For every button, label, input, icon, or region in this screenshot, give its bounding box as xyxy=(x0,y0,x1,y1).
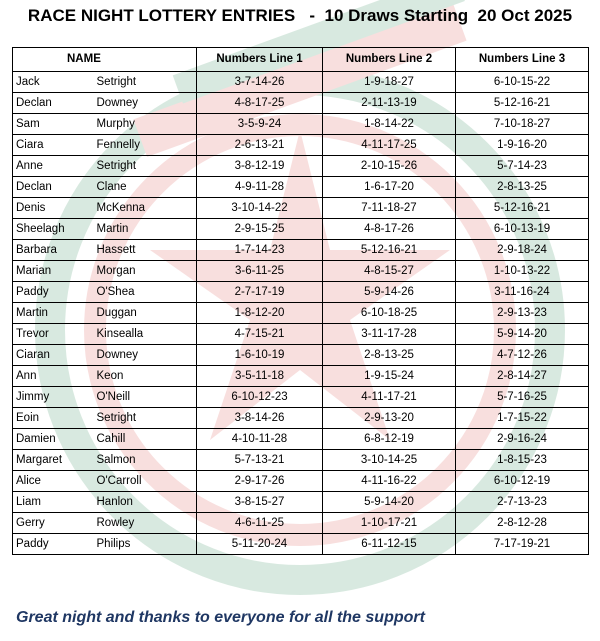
numbers-line-2-cell: 2-10-15-26 xyxy=(323,156,456,177)
table-row xyxy=(13,93,589,114)
table-row xyxy=(13,345,589,366)
last-name-cell: Kinsealla xyxy=(91,324,197,345)
numbers-line-3-cell: 5-7-14-23 xyxy=(456,156,589,177)
table-row xyxy=(13,114,589,135)
table-row xyxy=(13,282,589,303)
first-name-cell: Declan xyxy=(13,177,91,198)
numbers-line-3-cell: 6-10-13-19 xyxy=(456,219,589,240)
numbers-line-3-cell: 6-10-12-19 xyxy=(456,471,589,492)
first-name-cell: Denis xyxy=(13,198,91,219)
numbers-line-1-cell: 3-6-11-25 xyxy=(197,261,323,282)
first-name-cell: Jimmy xyxy=(13,387,91,408)
first-name-cell: Eoin xyxy=(13,408,91,429)
table-header-row xyxy=(13,48,589,72)
first-name-cell: Trevor xyxy=(13,324,91,345)
numbers-line-3-cell: 5-12-16-21 xyxy=(456,93,589,114)
first-name-cell: Paddy xyxy=(13,282,91,303)
first-name-cell: Marian xyxy=(13,261,91,282)
last-name-cell: Murphy xyxy=(91,114,197,135)
table-row xyxy=(13,387,589,408)
numbers-line-3-cell: 2-8-13-25 xyxy=(456,177,589,198)
numbers-line-1-cell: 1-8-12-20 xyxy=(197,303,323,324)
numbers-line-2-cell: 4-11-17-21 xyxy=(323,387,456,408)
numbers-line-3-cell: 1-10-13-22 xyxy=(456,261,589,282)
last-name-cell: Setright xyxy=(91,408,197,429)
numbers-line-3-cell: 6-10-15-22 xyxy=(456,72,589,93)
numbers-line-1-cell: 3-5-11-18 xyxy=(197,366,323,387)
numbers-line-2-cell: 4-11-17-25 xyxy=(323,135,456,156)
table-row xyxy=(13,408,589,429)
last-name-cell: Hanlon xyxy=(91,492,197,513)
first-name-cell: Jack xyxy=(13,72,91,93)
table-row xyxy=(13,450,589,471)
table-row xyxy=(13,72,589,93)
numbers-line-2-cell: 5-12-16-21 xyxy=(323,240,456,261)
table-row xyxy=(13,324,589,345)
numbers-line-2-cell: 1-9-15-24 xyxy=(323,366,456,387)
first-name-cell: Sheelagh xyxy=(13,219,91,240)
numbers-line-1-cell: 4-8-17-25 xyxy=(197,93,323,114)
numbers-line-1-cell: 4-7-15-21 xyxy=(197,324,323,345)
first-name-cell: Paddy xyxy=(13,534,91,555)
numbers-line-1-cell: 3-8-14-26 xyxy=(197,408,323,429)
last-name-cell: Clane xyxy=(91,177,197,198)
first-name-cell: Ciaran xyxy=(13,345,91,366)
numbers-line-3-cell: 5-9-14-20 xyxy=(456,324,589,345)
numbers-line-3-cell: 3-11-16-24 xyxy=(456,282,589,303)
numbers-line-2-cell: 1-6-17-20 xyxy=(323,177,456,198)
numbers-line-2-cell: 4-11-16-22 xyxy=(323,471,456,492)
footer-message: Great night and thanks to everyone for all the support xyxy=(16,609,425,626)
numbers-line-2-cell: 1-8-14-22 xyxy=(323,114,456,135)
first-name-cell: Sam xyxy=(13,114,91,135)
last-name-cell: Rowley xyxy=(91,513,197,534)
numbers-line-3-cell: 5-12-16-21 xyxy=(456,198,589,219)
header-name: NAME xyxy=(13,48,197,72)
header-numbers-line-2: Numbers Line 2 xyxy=(323,48,456,72)
numbers-line-3-cell: 1-7-15-22 xyxy=(456,408,589,429)
numbers-line-2-cell: 4-8-15-27 xyxy=(323,261,456,282)
table-row xyxy=(13,240,589,261)
table-row xyxy=(13,198,589,219)
first-name-cell: Martin xyxy=(13,303,91,324)
first-name-cell: Damien xyxy=(13,429,91,450)
table-row xyxy=(13,177,589,198)
first-name-cell: Ciara xyxy=(13,135,91,156)
table-row xyxy=(13,261,589,282)
numbers-line-2-cell: 6-8-12-19 xyxy=(323,429,456,450)
last-name-cell: O'Shea xyxy=(91,282,197,303)
numbers-line-1-cell: 5-11-20-24 xyxy=(197,534,323,555)
table-row xyxy=(13,471,589,492)
numbers-line-1-cell: 3-7-14-26 xyxy=(197,72,323,93)
table-row xyxy=(13,429,589,450)
table-row xyxy=(13,534,589,555)
numbers-line-3-cell: 2-8-12-28 xyxy=(456,513,589,534)
first-name-cell: Alice xyxy=(13,471,91,492)
numbers-line-3-cell: 2-9-16-24 xyxy=(456,429,589,450)
last-name-cell: Duggan xyxy=(91,303,197,324)
last-name-cell: Salmon xyxy=(91,450,197,471)
last-name-cell: O'Carroll xyxy=(91,471,197,492)
last-name-cell: Setright xyxy=(91,156,197,177)
numbers-line-2-cell: 2-8-13-25 xyxy=(323,345,456,366)
numbers-line-1-cell: 2-6-13-21 xyxy=(197,135,323,156)
first-name-cell: Liam xyxy=(13,492,91,513)
first-name-cell: Ann xyxy=(13,366,91,387)
numbers-line-3-cell: 1-8-15-23 xyxy=(456,450,589,471)
numbers-line-3-cell: 2-8-14-27 xyxy=(456,366,589,387)
numbers-line-1-cell: 2-9-17-26 xyxy=(197,471,323,492)
last-name-cell: Hassett xyxy=(91,240,197,261)
last-name-cell: Martin xyxy=(91,219,197,240)
last-name-cell: Setright xyxy=(91,72,197,93)
numbers-line-1-cell: 4-9-11-28 xyxy=(197,177,323,198)
table-row xyxy=(13,156,589,177)
numbers-line-2-cell: 5-9-14-20 xyxy=(323,492,456,513)
table-row xyxy=(13,219,589,240)
numbers-line-1-cell: 3-8-12-19 xyxy=(197,156,323,177)
last-name-cell: Philips xyxy=(91,534,197,555)
table-row xyxy=(13,135,589,156)
numbers-line-3-cell: 2-7-13-23 xyxy=(456,492,589,513)
numbers-line-2-cell: 2-11-13-19 xyxy=(323,93,456,114)
numbers-line-1-cell: 4-6-11-25 xyxy=(197,513,323,534)
last-name-cell: Downey xyxy=(91,93,197,114)
numbers-line-3-cell: 2-9-18-24 xyxy=(456,240,589,261)
numbers-line-2-cell: 2-9-13-20 xyxy=(323,408,456,429)
numbers-line-3-cell: 7-17-19-21 xyxy=(456,534,589,555)
first-name-cell: Barbara xyxy=(13,240,91,261)
table-row xyxy=(13,513,589,534)
numbers-line-3-cell: 7-10-18-27 xyxy=(456,114,589,135)
numbers-line-1-cell: 6-10-12-23 xyxy=(197,387,323,408)
last-name-cell: O'Neill xyxy=(91,387,197,408)
numbers-line-3-cell: 4-7-12-26 xyxy=(456,345,589,366)
first-name-cell: Margaret xyxy=(13,450,91,471)
numbers-line-2-cell: 6-11-12-15 xyxy=(323,534,456,555)
numbers-line-1-cell: 1-7-14-23 xyxy=(197,240,323,261)
numbers-line-1-cell: 2-9-15-25 xyxy=(197,219,323,240)
numbers-line-2-cell: 6-10-18-25 xyxy=(323,303,456,324)
numbers-line-3-cell: 2-9-13-23 xyxy=(456,303,589,324)
last-name-cell: Morgan xyxy=(91,261,197,282)
numbers-line-2-cell: 7-11-18-27 xyxy=(323,198,456,219)
page-title: RACE NIGHT LOTTERY ENTRIES - 10 Draws Starting 20 Oct 2025 xyxy=(27,6,573,25)
first-name-cell: Declan xyxy=(13,93,91,114)
first-name-cell: Gerry xyxy=(13,513,91,534)
table-row xyxy=(13,366,589,387)
numbers-line-2-cell: 4-8-17-26 xyxy=(323,219,456,240)
numbers-line-1-cell: 3-10-14-22 xyxy=(197,198,323,219)
numbers-line-2-cell: 3-11-17-28 xyxy=(323,324,456,345)
numbers-line-3-cell: 1-9-16-20 xyxy=(456,135,589,156)
header-numbers-line-3: Numbers Line 3 xyxy=(456,48,589,72)
numbers-line-1-cell: 5-7-13-21 xyxy=(197,450,323,471)
last-name-cell: McKenna xyxy=(91,198,197,219)
numbers-line-3-cell: 5-7-16-25 xyxy=(456,387,589,408)
numbers-line-1-cell: 3-5-9-24 xyxy=(197,114,323,135)
numbers-line-2-cell: 5-9-14-26 xyxy=(323,282,456,303)
numbers-line-2-cell: 1-9-18-27 xyxy=(323,72,456,93)
last-name-cell: Keon xyxy=(91,366,197,387)
table-row xyxy=(13,492,589,513)
lottery-entries-table xyxy=(12,47,589,555)
header-numbers-line-1: Numbers Line 1 xyxy=(197,48,323,72)
table-row xyxy=(13,303,589,324)
numbers-line-1-cell: 1-6-10-19 xyxy=(197,345,323,366)
numbers-line-1-cell: 3-8-15-27 xyxy=(197,492,323,513)
first-name-cell: Anne xyxy=(13,156,91,177)
last-name-cell: Cahill xyxy=(91,429,197,450)
numbers-line-1-cell: 2-7-17-19 xyxy=(197,282,323,303)
last-name-cell: Fennelly xyxy=(91,135,197,156)
last-name-cell: Downey xyxy=(91,345,197,366)
numbers-line-1-cell: 4-10-11-28 xyxy=(197,429,323,450)
numbers-line-2-cell: 3-10-14-25 xyxy=(323,450,456,471)
numbers-line-2-cell: 1-10-17-21 xyxy=(323,513,456,534)
